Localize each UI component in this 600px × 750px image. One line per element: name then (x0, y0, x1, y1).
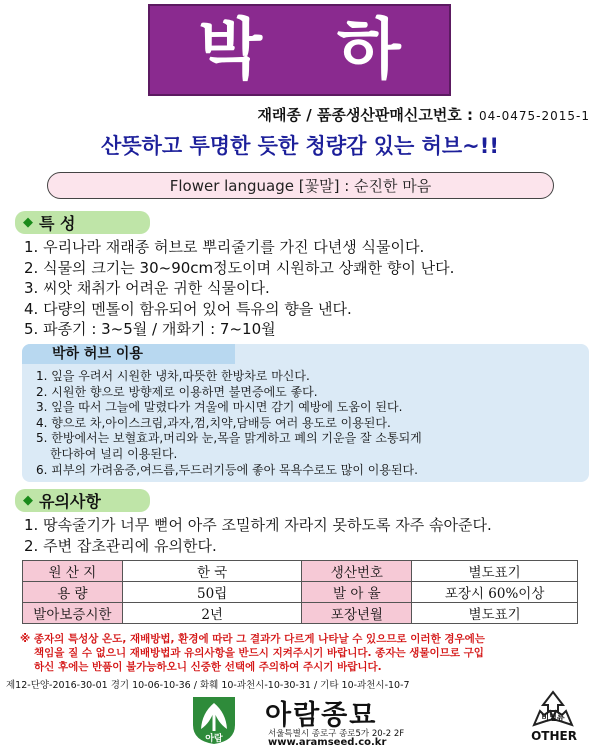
warning-notice (20, 632, 585, 674)
features-title: 특 성 (39, 214, 76, 233)
table-row (23, 582, 578, 603)
list-item: 2. 시원한 향으로 방향제로 이용하면 불면증에도 좋다. (36, 384, 318, 399)
features-heading (15, 211, 150, 234)
recycle-mark-text: 비닐류 (541, 713, 565, 722)
registration-label: 재래종 / 품종생산판매신고번호 : (257, 106, 474, 124)
usage-title: 박하 허브 이용 (22, 344, 235, 364)
table-cell: 생산번호 (302, 561, 412, 582)
features-list (24, 237, 594, 340)
title-banner (148, 4, 451, 96)
flower-language: Flower language [꽃말] : 순진한 마음 (169, 177, 432, 195)
list-item: 5. 파종기 : 3~5월 / 개화기 : 7~10월 (24, 320, 276, 338)
diamond-icon: ◆ (23, 215, 33, 230)
slogan: 산뜻하고 투명한 듯한 청량감 있는 허브~!! (101, 134, 499, 158)
table-cell: 포장시 60%이상 (412, 582, 578, 603)
usage-box (22, 344, 589, 482)
flower-language-box (47, 172, 554, 199)
logo-emblem-text: 아람 (205, 734, 223, 744)
table-row (23, 603, 578, 624)
list-item: 한다하여 널리 이용된다. (50, 446, 178, 461)
list-item: 4. 향으로 차,아이스크림,과자,껌,치약,담배등 여러 용도로 이용된다. (36, 415, 391, 430)
list-item: 1. 땅속줄기가 너무 뻗어 아주 조밀하게 자라지 못하도록 자주 솎아준다. (24, 516, 492, 534)
table-cell: 발 아 율 (302, 582, 412, 603)
warning-line: 책임을 질 수 없으니 재배방법과 유의사항을 반드시 지켜주시기 바랍니다. 종자는 생물이므로 구입 (34, 647, 484, 659)
list-item: 4. 다량의 멘톨이 함유되어 있어 특유의 향을 낸다. (24, 299, 352, 318)
recycle-label: OTHER (531, 729, 577, 743)
table-cell: 2년 (122, 603, 302, 624)
page-title: 박 하 (198, 11, 427, 88)
table-cell: 한 국 (122, 561, 302, 582)
table-cell: 50립 (122, 582, 302, 603)
cautions-list (24, 515, 594, 557)
table-cell: 원 산 지 (23, 561, 123, 582)
warning-line: ※ 종자의 특성상 온도, 재배방법, 환경에 따라 그 결과가 다르게 나타날 수 있으므로 이러한 경우에는 (20, 633, 485, 645)
usage-list (36, 369, 584, 478)
company-address: 서울특별시 종로구 종로5가 20-2 2F (268, 729, 405, 739)
list-item: 2. 식물의 크기는 30~90cm정도이며 시원하고 상쾌한 향이 난다. (24, 258, 455, 277)
list-item: 5. 한방에서는 보혈효과,머리와 눈,목을 맑게하고 폐의 기운을 잘 소통되게 (36, 431, 422, 446)
recycle-icon (528, 689, 578, 729)
diamond-icon: ◆ (23, 493, 33, 508)
product-info-table (22, 560, 578, 624)
cautions-title: 유의사항 (39, 492, 101, 511)
registration-numbers: 제12-단양-2016-30-01 경기 10-06-10-36 / 화훼 10-과천시-10-30-31 / 기타 10-과천시-10-7 (6, 680, 410, 691)
table-cell: 포장년월 (302, 603, 412, 624)
company-name: 아람종묘 (265, 700, 378, 731)
table-cell: 별도표기 (412, 603, 578, 624)
list-item: 1. 우리나라 재래종 허브로 뿌리줄기를 가진 다년생 식물이다. (24, 238, 425, 256)
registration-number: 04-0475-2015-1 (479, 109, 590, 123)
table-cell: 발아보증시한 (23, 603, 123, 624)
table-cell: 별도표기 (412, 561, 578, 582)
list-item: 1. 잎을 우려서 시원한 냉차,따뜻한 한방차로 마신다. (36, 369, 310, 383)
company-url: www.aramseed.co.kr (268, 737, 387, 748)
list-item: 6. 피부의 가려움증,여드름,두드러기등에 좋아 목욕수로도 많이 이용된다. (36, 462, 418, 477)
cautions-heading (15, 489, 150, 512)
company-logo-icon (189, 693, 239, 745)
table-row (23, 561, 578, 582)
list-item: 2. 주변 잡초관리에 유의한다. (24, 537, 217, 555)
registration-line (0, 104, 600, 126)
table-cell: 용 량 (23, 582, 123, 603)
list-item: 3. 잎을 따서 그늘에 말렸다가 겨울에 마시면 감기 예방에 도움이 된다. (36, 400, 403, 415)
warning-line: 하신 후에는 반품이 불가능하오니 신중한 선택에 주의하여 주시기 바랍니다. (34, 661, 382, 673)
list-item: 3. 씨앗 채취가 어려운 귀한 식물이다. (24, 279, 270, 297)
